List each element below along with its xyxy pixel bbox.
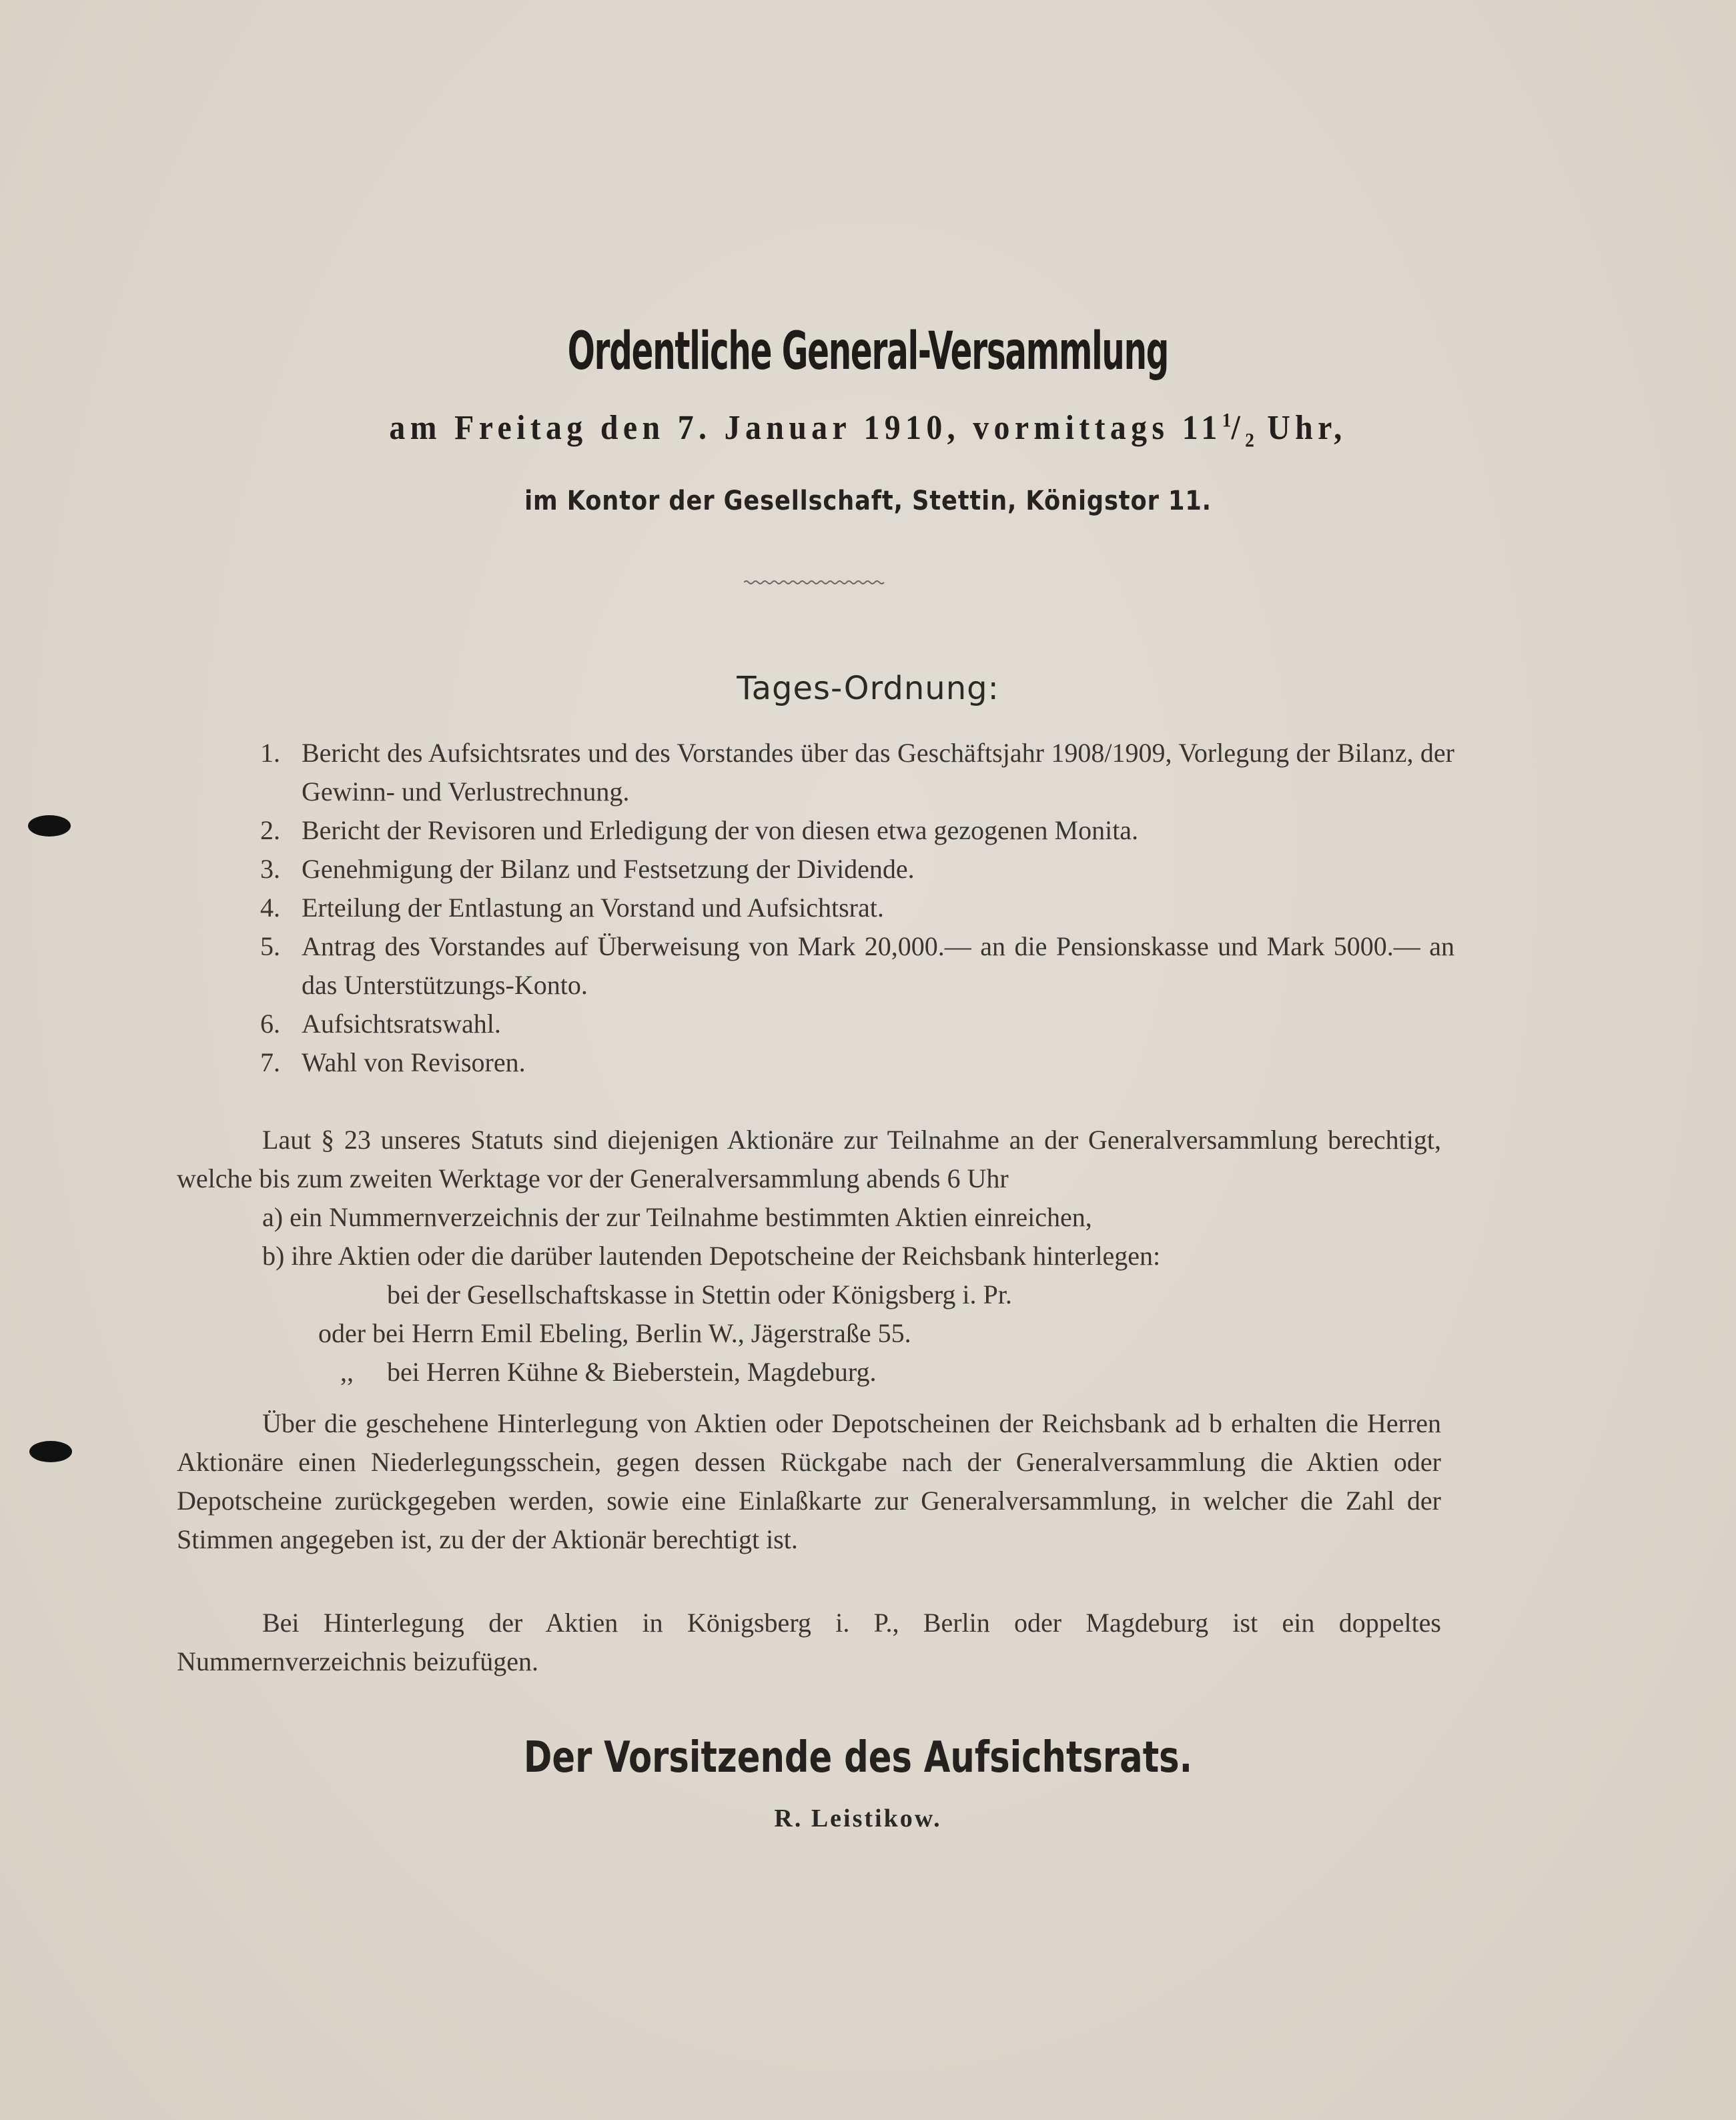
punch-hole-top [28, 815, 71, 837]
agenda-item [260, 734, 1454, 811]
date-suffix: Uhr, [1254, 409, 1347, 447]
deposit-location: oder bei Herrn Emil Ebeling, Berlin W., Jägerstraße 55. [318, 1318, 911, 1348]
duplicate-list-paragraph: Bei Hinterlegung der Aktien in Königsberg i. P., Berlin oder Magdeburg ist ein doppeltes Nummernverzeichnis beizufügen. [177, 1608, 1441, 1676]
document-title: Ordentliche General-Versammlung [567, 322, 1169, 382]
deposit-paragraph: Über die geschehene Hinterlegung von Aktien oder Depotscheinen der Reichsbank ad b erhalten die Herren Aktionäre einen Niederlegungsschein, gegen dessen Rückgabe nach der Generalversammlung die Aktien oder Depotscheine zurückgegeben werden, sowie eine Einlaßkarte zur Generalversammlung, in welcher die Zahl der Stimmen angegeben ist, zu der der Aktionär berechtigt ist. [177, 1408, 1441, 1554]
agenda-item-number: 5. [260, 931, 280, 961]
agenda-item-text: Bericht des Aufsichtsrates und des Vorstandes über das Geschäftsjahr 1908/1909, Vorlegung der Bilanz, der Gewinn- und Verlustrechnung. [302, 738, 1454, 807]
agenda-item-text: Antrag des Vorstandes auf Überweisung von Mark 20,000.— an die Pensionskasse und Mark 5000.— an das Unterstützungs-Konto. [302, 931, 1454, 1000]
agenda-item [260, 889, 1454, 927]
fraction-numerator: 1 [1222, 409, 1232, 432]
deposit-location: bei der Gesellschaftskasse in Stettin oder Königsberg i. Pr. [387, 1279, 1012, 1309]
participation-section [177, 1121, 1441, 1392]
option-b: b) ihre Aktien oder die darüber lautenden Depotscheine der Reichsbank hinterlegen: [262, 1241, 1161, 1271]
agenda-item-number: 4. [260, 893, 280, 923]
deposit-location [177, 1353, 1441, 1392]
agenda-item [260, 927, 1454, 1005]
agenda-item-number: 6. [260, 1009, 280, 1039]
agenda-list [260, 734, 1454, 1082]
agenda-item [260, 1043, 1454, 1082]
agenda-item-text: Wahl von Revisoren. [302, 1047, 526, 1077]
agenda-item-text: Aufsichtsratswahl. [302, 1009, 501, 1039]
agenda-item-text: Genehmigung der Bilanz und Festsetzung der Dividende. [302, 854, 915, 884]
agenda-item [260, 850, 1454, 889]
signature-name: R. Leistikow. [774, 1804, 942, 1832]
meeting-place-line: im Kontor der Gesellschaft, Stettin, Königstor 11. [524, 486, 1212, 516]
punch-hole-bottom [29, 1441, 72, 1462]
agenda-item-number: 7. [260, 1047, 280, 1077]
date-text: am Freitag den 7. Januar 1910, vormittags 11 [389, 409, 1222, 447]
agenda-item [260, 1005, 1454, 1043]
agenda-item-number: 3. [260, 854, 280, 884]
signature-title: Der Vorsitzende des Aufsichtsrats. [523, 1733, 1193, 1782]
agenda-item-number: 2. [260, 815, 280, 845]
agenda-heading: Tages-Ordnung: [737, 670, 999, 707]
wavy-divider [744, 578, 887, 587]
fraction-denominator: 2 [1245, 429, 1254, 452]
deposit-location-text: bei Herren Kühne & Bieberstein, Magdeburg. [387, 1357, 877, 1387]
agenda-item-number: 1. [260, 738, 280, 768]
ditto-mark: ,, [340, 1357, 354, 1387]
agenda-item [260, 811, 1454, 850]
meeting-date-line: am Freitag den 7. Januar 1910, vormittags $11^1/_2$ Uhr, [389, 409, 1347, 452]
agenda-item-text: Erteilung der Entlastung an Vorstand und Aufsichtsrat. [302, 893, 884, 923]
participation-intro: Laut § 23 unseres Statuts sind diejenigen Aktionäre zur Teilnahme an der Generalversammlung berechtigt, welche bis zum zweiten Werktage vor der Generalversammlung abends 6 Uhr [177, 1125, 1441, 1193]
option-a: a) ein Nummernverzeichnis der zur Teilnahme bestimmten Aktien einreichen, [262, 1202, 1092, 1232]
agenda-item-text: Bericht der Revisoren und Erledigung der von diesen etwa gezogenen Monita. [302, 815, 1139, 845]
